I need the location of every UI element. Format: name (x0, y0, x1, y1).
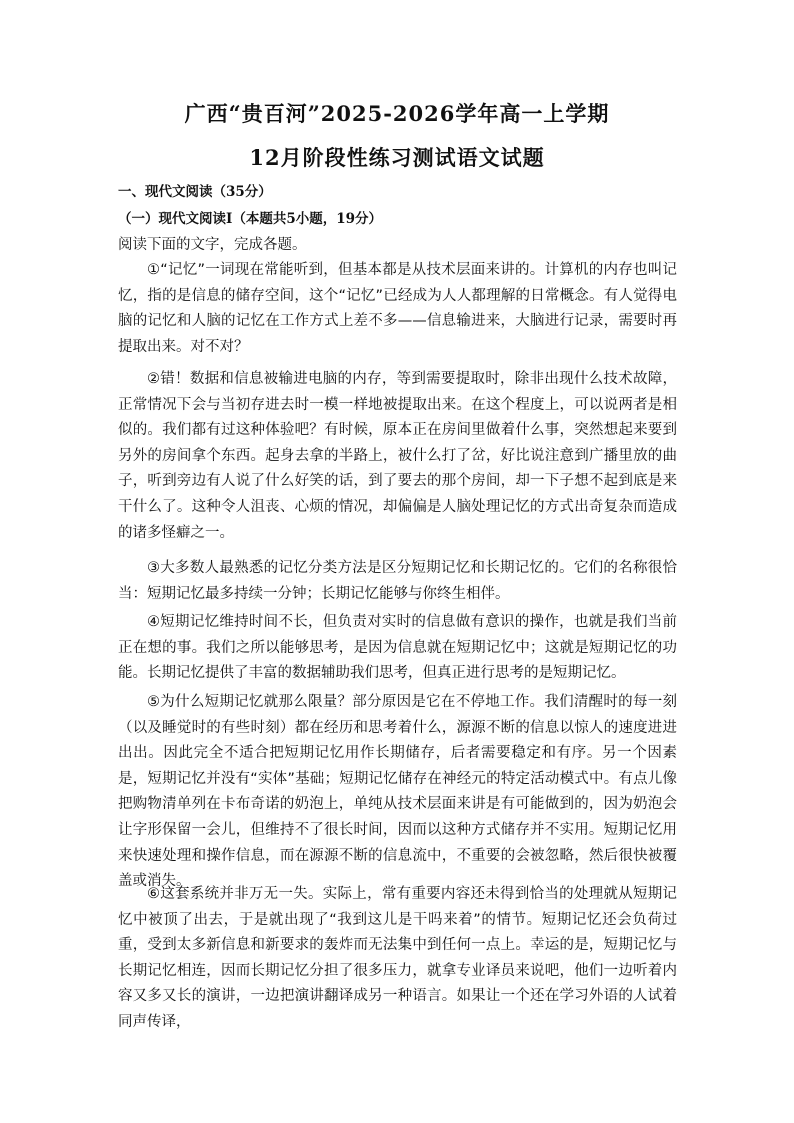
paragraph-6: ⑥这套系统并非万无一失。实际上，常有重要内容还未得到恰当的处理就从短期记忆中被顶了出去，于是就出现了“我到这儿是干吗来着”的情节。短期记忆还会负荷过重，受到太多新信息和新要求的轰炸而无法集中到任何一点上。幸运的是，短期记忆与长期记忆相连，因而长期记忆分担了很多压力，就拿专业译员来说吧，他们一边听着内容又多又长的演讲，一边把演讲翻译成另一种语言。如果让一个还在学习外语的人试着同声传译， (118, 886, 677, 1030)
exam-subtitle: 12月阶段性练习测试语文试题 (249, 145, 545, 170)
section-heading: 一、现代文阅读（35分） (118, 184, 272, 200)
paragraph-2: ②错！数据和信息被输进电脑的内存，等到需要提取时，除非出现什么技术故障，正常情况下会与当初存进去时一模一样地被提取出来。在这个程度上，可以说两者是相似的。我们都有过这种体验吧？有时候，原本正在房间里做着什么事，突然想起来要到另外的房间拿个东西。起身去拿的半路上，被什么打了岔，好比说注意到广播里放的曲子，听到旁边有人说了什么好笑的话，到了要去的那个房间，却一下子想不起到底是来干什么了。这种令人沮丧、心烦的情况，却偏偏是人脑处理记忆的方式出奇复杂而造成的诸多怪癖之一。 (118, 371, 677, 541)
paragraph-4: ④短期记忆维持时间不长，但负责对实时的信息做有意识的操作，也就是我们当前正在想的事。我们之所以能够思考，是因为信息就在短期记忆中；这就是短期记忆的功能。长期记忆提供了丰富的数据辅助我们思考，但真正进行思考的是短期记忆。 (118, 614, 677, 682)
subsection-heading: （一）现代文阅读Ⅰ（本题共5小题，19分） (118, 211, 382, 227)
paragraph-1: ①“记忆”一词现在常能听到，但基本都是从技术层面来讲的。计算机的内存也叫记忆，指的是信息的储存空间，这个“记忆”已经成为人人都理解的日常概念。有人觉得电脑的记忆和人脑的记忆在工作方式上差不多——信息输进来，大脑进行记录，需要时再提取出来。对不对？ (118, 262, 677, 355)
paragraph-3: ③大多数人最熟悉的记忆分类方法是区分短期记忆和长期记忆的。它们的名称很恰当：短期记忆最多持续一分钟；长期记忆能够与你终生相伴。 (118, 560, 677, 602)
exam-title: 广西“贵百河”2025-2026学年高一上学期 (184, 101, 610, 126)
reading-instruction: 阅读下面的文字，完成各题。 (118, 237, 307, 253)
paragraph-5: ⑤为什么短期记忆就那么限量？部分原因是它在不停地工作。我们清醒时的每一刻（以及睡觉时的有些时刻）都在经历和思考着什么，源源不断的信息以惊人的速度进进出出。因此完全不适合把短期记忆用作长期储存，后者需要稳定和有序。另一个因素是，短期记忆并没有“实体”基础；短期记忆储存在神经元的特定活动模式中。有点儿像把购物清单列在卡布奇诺的奶泡上，单纯从技术层面来讲是有可能做到的，因为奶泡会让字形保留一会儿，但维持不了很长时间，因而以这种方式储存并不实用。短期记忆用来快速处理和操作信息，而在源源不断的信息流中，不重要的会被忽略，然后很快被覆盖或消失。 (118, 694, 677, 890)
